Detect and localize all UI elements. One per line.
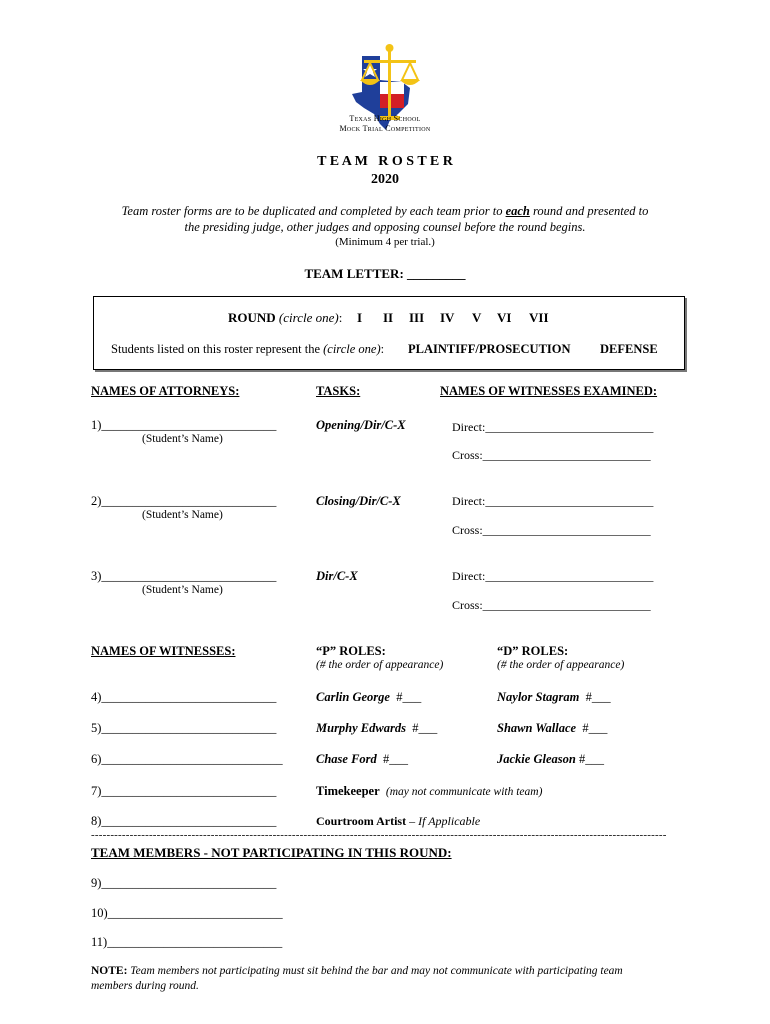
attorney-1-direct-field[interactable]: Direct:____________________________ [452,420,654,434]
side-option-plaintiff[interactable]: PLAINTIFF/PROSECUTION [408,342,571,356]
team-letter-field[interactable]: TEAM LETTER: _________ [304,266,466,281]
round-label-group: ROUND (circle one): [228,310,343,325]
round-option-5[interactable]: V [472,310,482,325]
attorney-2-student-label: (Student’s Name) [142,509,223,521]
attorney-3-name-field[interactable]: 3)____________________________ [91,569,277,583]
member-10-field[interactable]: 10)____________________________ [91,906,283,920]
round-option-6[interactable]: VI [497,310,512,325]
represent-label: Students listed on this roster represent the (circle one): [111,342,385,356]
instructions-emphasis: each [505,204,530,218]
attorney-1-student-label: (Student’s Name) [142,433,223,445]
not-participating-header: TEAM MEMBERS - NOT PARTICIPATING IN THIS ROUND: [91,845,452,860]
side-option-defense[interactable]: DEFENSE [600,342,658,356]
tasks-header: TASKS: [316,384,361,398]
note-line1: NOTE: Team members not participating must sit behind the bar and may not communicate with participating team [91,965,623,977]
attorney-2-task: Closing/Dir/C-X [316,494,401,508]
p-role-3-order-field[interactable]: #___ [383,752,409,766]
timekeeper-field[interactable]: 7)____________________________ [91,784,277,798]
texas-scales-icon [340,38,440,138]
p-role-2-order-field[interactable]: #___ [412,721,438,735]
attorney-1-cross-field[interactable]: Cross:____________________________ [452,448,651,462]
d-role-1-order-field[interactable]: #___ [585,690,611,704]
d-roles-header: “D” ROLES: [497,644,569,658]
member-11-field[interactable]: 11)____________________________ [91,935,283,949]
attorney-1-task: Opening/Dir/C-X [316,418,406,432]
page-title: T E A M R O S T E R [317,154,453,169]
p-role-1-order-field[interactable]: #___ [396,690,422,704]
timekeeper-role: Timekeeper (may not communicate with team) [316,784,543,798]
round-option-4[interactable]: IV [440,310,455,325]
minimum-note: (Minimum 4 per trial.) [335,236,435,248]
witnesses-header: NAMES OF WITNESSES: [91,644,236,658]
logo-line2: Mock Trial Competition [339,124,431,133]
attorney-3-direct-field[interactable]: Direct:____________________________ [452,569,654,583]
attorney-2-direct-field[interactable]: Direct:____________________________ [452,494,654,508]
section-divider: ----------------------------------------------------------------------------------------------------------------------------------------------------- [91,829,667,841]
p-role-row-3: Chase Ford #___ [316,752,409,766]
attorneys-header: NAMES OF ATTORNEYS: [91,384,240,398]
witness-4-field[interactable]: 4)____________________________ [91,690,277,704]
attorney-3-cross-field[interactable]: Cross:____________________________ [452,598,651,612]
logo-line1: Texas High School [349,114,421,123]
p-role-row-2: Murphy Edwards #___ [316,721,438,735]
witness-6-field[interactable]: 6)_____________________________ [91,752,283,766]
attorney-2-name-field[interactable]: 2)____________________________ [91,494,277,508]
p-roles-subheader: (# the order of appearance) [316,659,444,671]
artist-field[interactable]: 8)____________________________ [91,814,277,828]
attorney-3-student-label: (Student’s Name) [142,584,223,596]
page-year: 2020 [371,172,399,187]
witnesses-examined-header: NAMES OF WITNESSES EXAMINED: [440,384,658,398]
d-role-2-order-field[interactable]: #___ [582,721,608,735]
d-role-row-1: Naylor Stagram #___ [497,690,611,704]
round-option-3[interactable]: III [409,310,425,325]
attorney-1-name-field[interactable]: 1)____________________________ [91,418,277,432]
instructions-line1: Team roster forms are to be duplicated and completed by each team prior to each round and presented to [121,204,649,218]
round-option-1[interactable]: I [357,310,363,325]
d-role-row-2: Shawn Wallace #___ [497,721,608,735]
d-role-3-order-field[interactable]: #___ [578,752,604,766]
artist-role: Courtroom Artist – If Applicable [316,814,481,828]
p-role-row-1: Carlin George #___ [316,690,422,704]
attorney-3-task: Dir/C-X [316,569,358,583]
note-line2: members during round. [91,980,199,992]
p-roles-header: “P” ROLES: [316,644,386,658]
d-role-row-3: Jackie Gleason #___ [497,752,604,766]
round-option-7[interactable]: VII [529,310,549,325]
instructions-line2: the presiding judge, other judges and opposing counsel before the round begins. [184,220,586,234]
d-roles-subheader: (# the order of appearance) [497,659,625,671]
round-box [93,296,685,370]
round-option-2[interactable]: II [383,310,394,325]
competition-logo [340,38,440,138]
member-9-field[interactable]: 9)____________________________ [91,876,277,890]
witness-5-field[interactable]: 5)____________________________ [91,721,277,735]
attorney-2-cross-field[interactable]: Cross:____________________________ [452,523,651,537]
